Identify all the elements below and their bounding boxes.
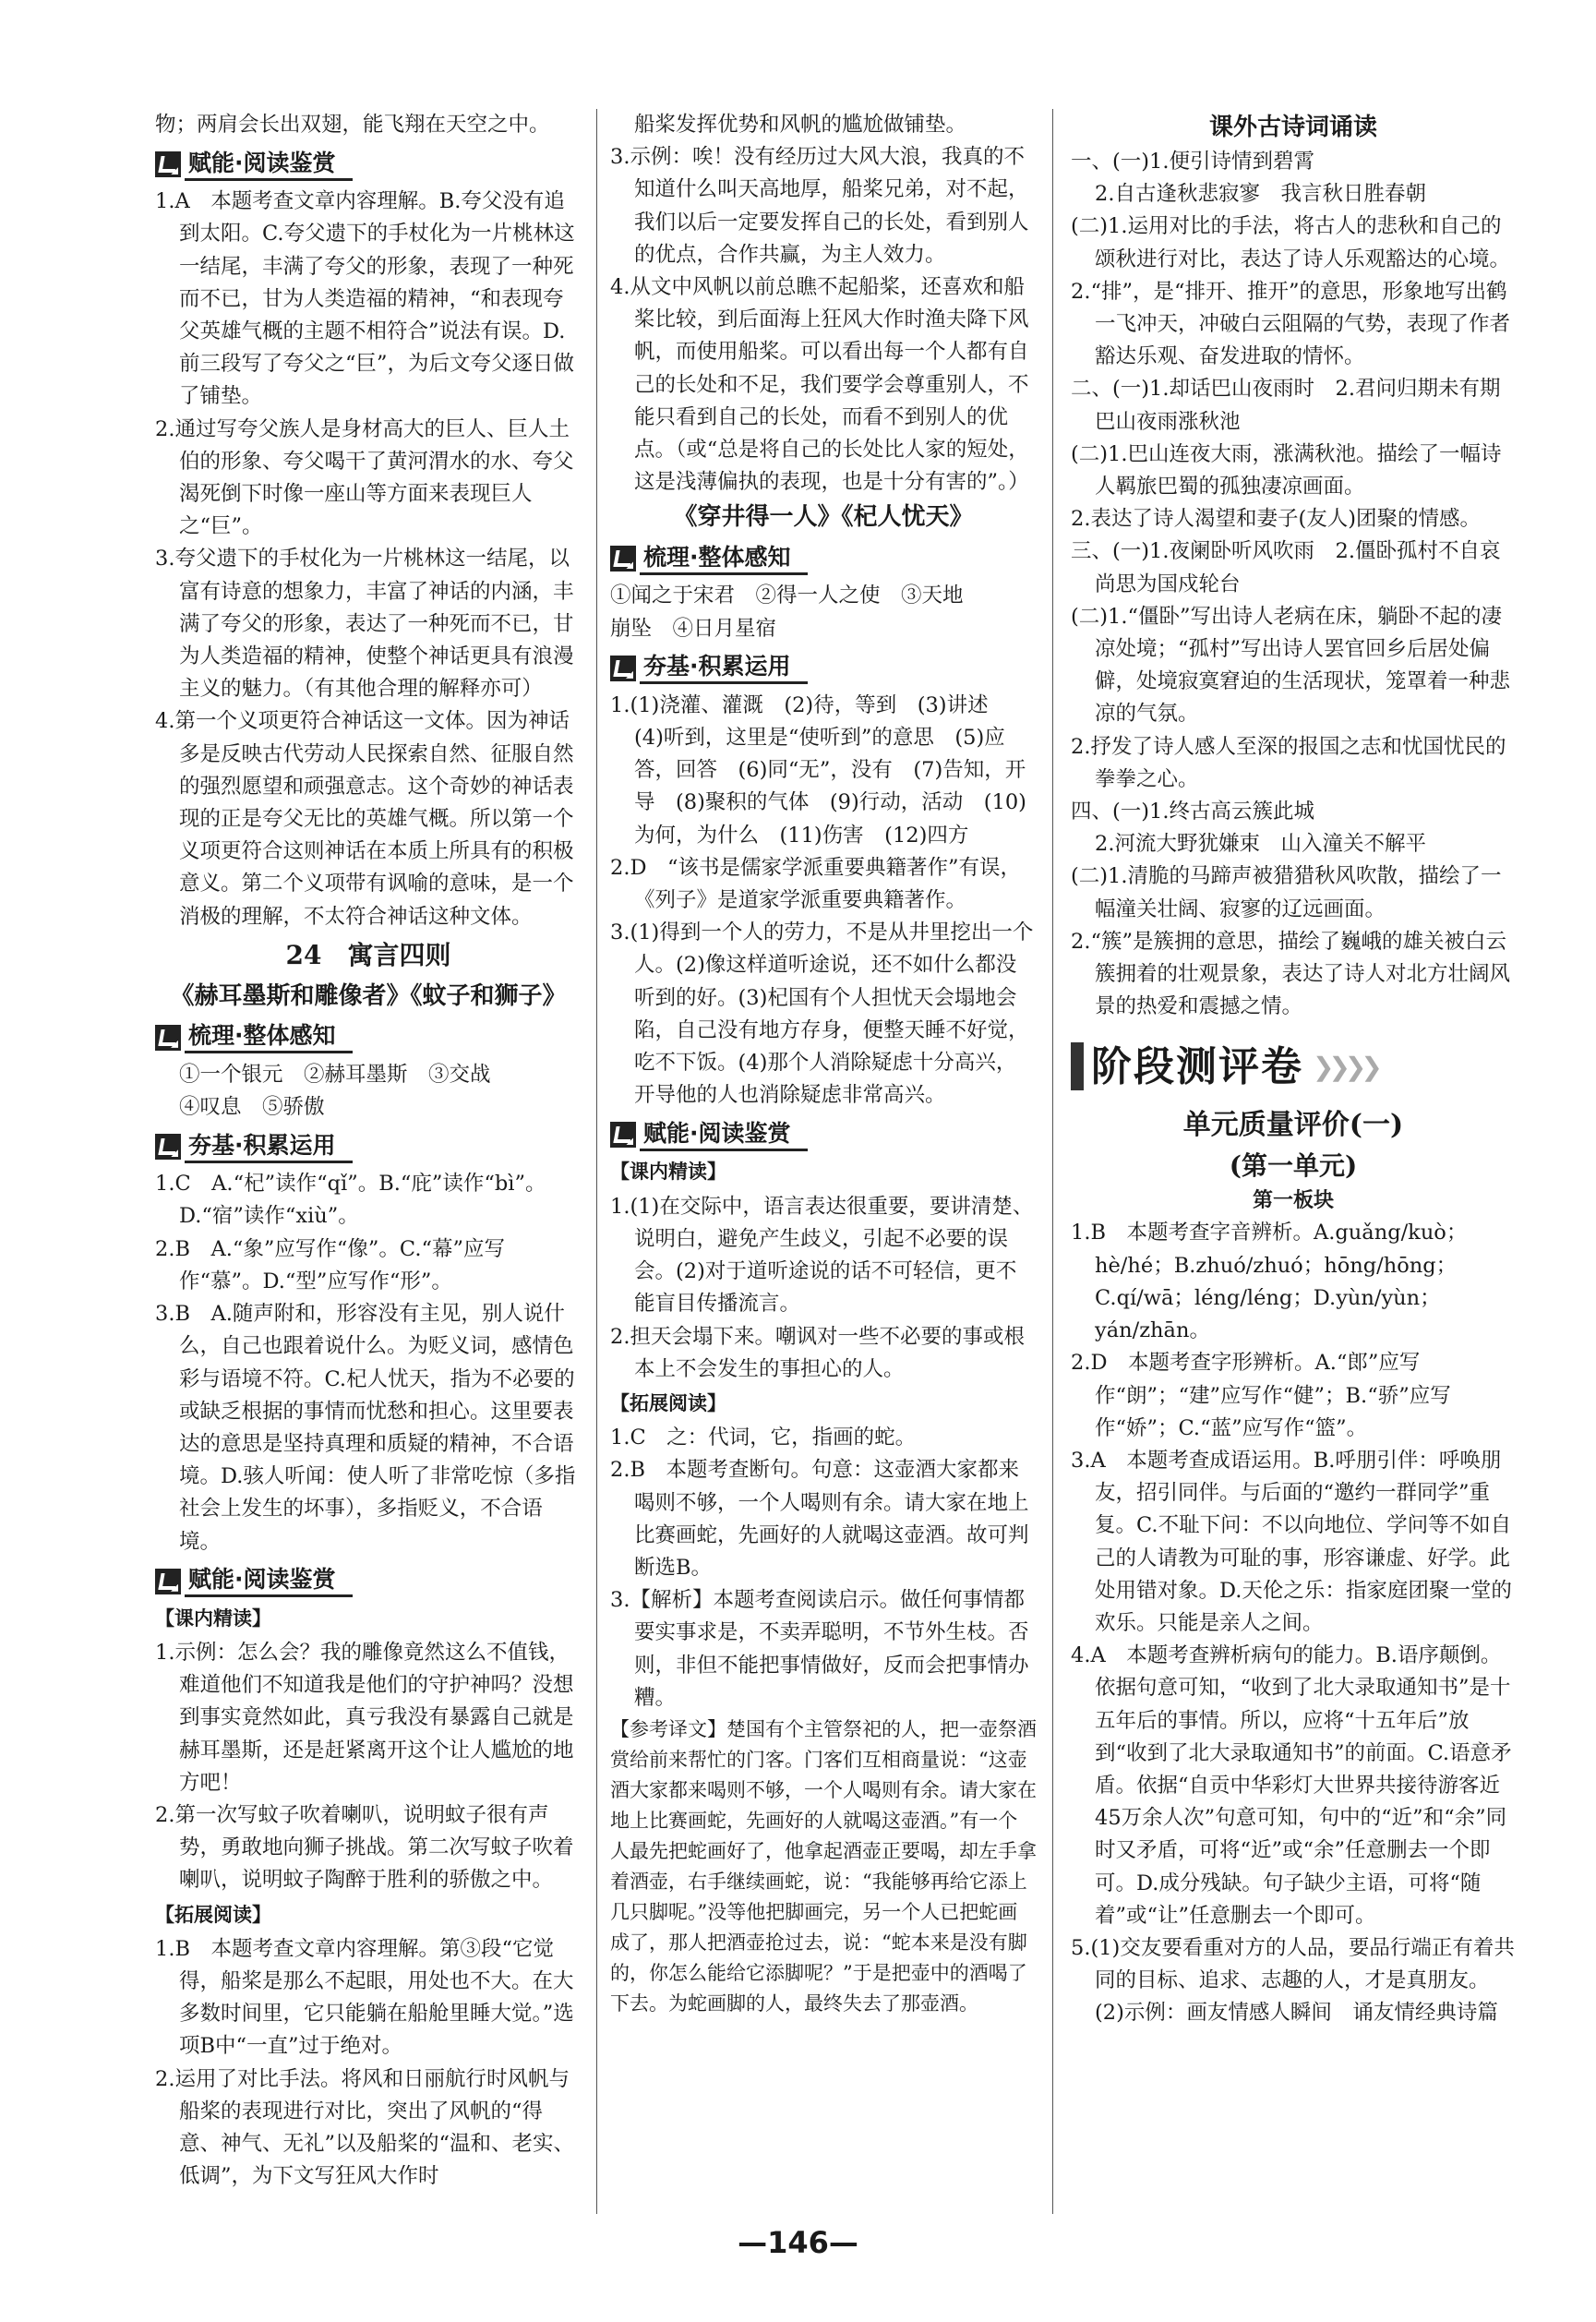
- answer-item: 1.(1)在交际中，语言表达很重要，要讲清楚、说明白，避免产生歧义，引起不必要的误会。(2)对于道听途说的话不可轻信，更不能盲目传播流言。: [610, 1194, 1034, 1317]
- unit-subtitle: (第一单元): [1229, 1150, 1358, 1182]
- stage-test-banner: 阶段测评卷 ❯❯❯❯: [1071, 1038, 1516, 1095]
- section-icon: [610, 546, 636, 571]
- answer-item: 3.A 本题考查成语运用。B.呼朋引伴：呼唤朋友，招引同伴。与后面的“邀约一群同学”重复。C.不耻下问：不以向地位、学问等不如自己的人请教为可耻的事，形容谦虚、好学。此处用错对象。D.天伦之乐：指家庭团聚一堂的欢乐。只能是亲人之间。: [1071, 1448, 1512, 1635]
- sub-label: 【课内精读】: [610, 1161, 726, 1184]
- column-left: [155, 109, 582, 2193]
- answer-item: 1.C A.“杞”读作“qǐ”。B.“庇”读作“bì”。D.“宿”读作“xiù”。: [155, 1172, 546, 1229]
- answer-item: 3.B A.随声附和，形容没有主见，别人说什么，自己也跟着说什么。为贬义词，感情色彩与语境不符。C.杞人忧天，指为不必要的或缺乏根据的事情而忧愁和担心。这里要表达的意思是坚持真理和质疑的精神，不合语境。D.骇人听闻：使人听了非常吃惊（多指社会上发生的坏事），多指贬义，不合语境。: [155, 1302, 576, 1554]
- section-title: 课外古诗词诵读: [1208, 114, 1377, 141]
- answer-item: (2)示例：画友情感人瞬间 诵友情经典诗篇: [1095, 2001, 1498, 2026]
- answer-item: 1.A 本题考查文章内容理解。B.夸父没有追到太阳。C.夸父遗下的手杖化为一片桃林这一结尾，丰满了夸父的形象，表现了一种死而不已，甘为人类造福的精神，“和表现夸父英雄气概的主题不相符合”说法有误。D.前三段写了夸父之“巨”，为后文夸父逐日做了铺垫。: [155, 189, 575, 409]
- section-icon: [155, 151, 181, 177]
- section-icon: [155, 1134, 181, 1160]
- column-right: [1071, 109, 1522, 2030]
- section-icon: [155, 1025, 181, 1051]
- section-header: 夯基·积累运用: [610, 653, 1037, 684]
- answer-item: 2.D 本题考查字形辨析。A.“郎”应写作“朗”；“建”应写作“健”；B.“骄”应写作“娇”；C.“蓝”应写作“篮”。: [1071, 1351, 1451, 1440]
- answer-item: 2.“排”，是“排开、推开”的意思，形象地写出鹤一飞冲天，冲破白云阻隔的气势，表现了作者豁达乐观、奋发进取的情怀。: [1071, 279, 1511, 369]
- text-line: 2.河流大野犹嫌束 山入潼关不解平: [1095, 832, 1426, 857]
- answer-item: 2.B 本题考查断句。句意：这壶酒大家都来喝则不够，一个人喝则有余。请大家在地上比赛画蛇，先画好的人就喝这壶酒。故可判断选B。: [610, 1458, 1029, 1580]
- answer-item: 2.运用了对比手法。将风和日丽航行时风帆与船桨的表现进行对比，突出了风帆的“得意、神气、无礼”以及船桨的“温和、老实、低调”，为下文写狂风大作时: [155, 2066, 575, 2189]
- lesson-title: 《赫耳墨斯和雕像者》《蚊子和狮子》: [170, 981, 567, 1010]
- answer-item: 2.抒发了诗人感人至深的报国之志和忧国忧民的拳拳之心。: [1071, 734, 1506, 791]
- column-divider-2: [1052, 109, 1053, 2214]
- answer-item: (二)1.巴山连夜大雨，涨满秋池。描绘了一幅诗人羁旅巴蜀的孤独凄凉画面。: [1071, 441, 1502, 499]
- text-line: 船桨发挥优势和风帆的尴尬做铺垫。: [634, 113, 967, 137]
- answer-item: 3.夸父遗下的手杖化为一片桃林这一结尾，以富有诗意的想象力，丰富了神话的内涵，丰满了夸父的形象，表达了一种死而不已，甘为人类造福的精神，使整个神话更具有浪漫主义的魅力。（有其他合理的解释亦可）: [155, 547, 574, 702]
- section-header: 赋能·阅读鉴赏: [155, 1566, 582, 1597]
- section-header: 梳理·整体感知: [155, 1022, 582, 1053]
- answer-item: 4.第一个义项更符合神话这一文体。因为神话多是反映古代劳动人民探索自然、征服自然的强烈愿望和顽强意志。这个奇妙的神话表现的正是夸父无比的英雄气概。所以第一个义项更符合这则神话在本质上所具有的积极意义。第二个义项带有讽喻的意味，是一个消极的理解，不太符合神话这种文体。: [155, 709, 574, 929]
- text-line: 物；两肩会长出双翅，能飞翔在天空之中。: [155, 113, 550, 137]
- answer-item: 3.(1)得到一个人的劳力，不是从井里挖出一个人。(2)像这样道听途说，还不如什么都没听到的好。(3)杞国有个人担忧天会塌地会陷，自己没有地方存身，便整天睡不好觉，吃不下饭。(4)那个人消除疑虑十分高兴，开导他的人也消除疑虑非常高兴。: [610, 920, 1034, 1108]
- answer-item: 5.(1)交友要看重对方的人品，要品行端正有着共同的目标、追求、志趣的人，才是真朋友。: [1071, 1935, 1515, 1993]
- text-line: ④叹息 ⑤骄傲: [179, 1095, 325, 1120]
- answer-item: 2.“簇”是簇拥的意思，描绘了巍峨的雄关被白云簇拥着的壮观景象，表达了诗人对北方壮阔风景的热爱和震撼之情。: [1071, 929, 1511, 1019]
- text-line: 崩坠 ④日月星宿: [610, 616, 777, 641]
- unit-title: 单元质量评价(一): [1182, 1109, 1404, 1142]
- reference-translation: 【参考译文】楚国有个主管祭祀的人，把一壶祭酒赏给前来帮忙的门客。门客们互相商量说：“这壶酒大家都来喝则不够，一个人喝则有余。请大家在地上比赛画蛇，先画好的人就喝这壶酒。”有一个人最先把蛇画好了，他拿起酒壶正要喝，却左手拿着酒壶，右手继续画蛇，说：“我能够再给它添上几只脚呢。”没等他把脚画完，另一个人已把蛇画成了，那人把酒壶抢过去，说：“蛇本来是没有脚的，你怎么能给它添脚呢？”于是把壶中的酒喝了下去。为蛇画脚的人，最终失去了那壶酒。: [610, 1717, 1037, 2015]
- text-line: 一、(一)1.便引诗情到碧霄: [1071, 150, 1315, 174]
- sub-label: 【课内精读】: [155, 1606, 271, 1630]
- section-icon: [155, 1569, 181, 1594]
- section-header: 夯基·积累运用: [155, 1131, 582, 1162]
- answer-item: 3.【解析】本题考查阅读启示。做任何事情都要实事求是，不卖弄聪明，不节外生枝。否则，非但不能把事情做好，反而会把事情办糟。: [610, 1588, 1029, 1710]
- section-header: 赋能·阅读鉴赏: [610, 1119, 1037, 1150]
- answer-item: (二)1.运用对比的手法，将古人的悲秋和自己的颂秋进行对比，表达了诗人乐观豁达的心境。: [1071, 214, 1511, 271]
- text-line: ①闻之于宋君 ②得一人之使 ③天地: [610, 584, 964, 608]
- column-divider-1: [596, 109, 597, 2214]
- answer-item: 1.B 本题考查文章内容理解。第③段“它觉得，船桨是那么不起眼，用处也不大。在大多数时间里，它只能躺在船舱里睡大觉。”选项B中“一直”过于绝对。: [155, 1936, 574, 2059]
- answer-item: (二)1.清脆的马蹄声被猎猎秋风吹散，描绘了一幅潼关壮阔、寂寥的辽远画面。: [1071, 864, 1502, 921]
- answer-item: 4.A 本题考查辨析病句的能力。B.语序颠倒。依据句意可知，“收到了北大录取通知书”是十五年后的事情。所以，应将“十五年后”放到“收到了北大录取通知书”的前面。C.语意矛盾。依据“自贡中华彩灯大世界共接待游客近45万余人次”句意可知，句中的“近”和“余”同时又矛盾，可将“近”或“余”任意删去一个即可。D.成分残缺。句子缺少主语，可将“随着”或“让”任意删去一个即可。: [1071, 1643, 1512, 1928]
- chevrons-icon: ❯❯❯❯: [1313, 1051, 1377, 1082]
- text-line: 四、(一)1.终古高云簇此城: [1071, 800, 1315, 824]
- block-label: 第一板块: [1252, 1189, 1334, 1213]
- section-icon: [610, 1122, 636, 1148]
- answer-item: 2.B A.“象”应写作“像”。C.“幕”应写作“慕”。D.“型”应写作“形”。: [155, 1236, 505, 1293]
- section-header: 赋能·阅读鉴赏: [155, 149, 582, 180]
- sub-label: 【拓展阅读】: [155, 1903, 271, 1926]
- answer-item: 3.示例：唉！没有经历过大风大浪，我真的不知道什么叫天高地厚，船桨兄弟，对不起，我们以后一定要发挥自己的长处，看到别人的优点，合作共赢，为主人效力。: [610, 145, 1029, 267]
- lesson-title: 《穿井得一人》《杞人忧天》: [673, 503, 974, 532]
- answer-item: 2.第一次写蚊子吹着喇叭，说明蚊子很有声势，勇敢地向狮子挑战。第二次写蚊子吹着喇叭，说明蚊子陶醉于胜利的骄傲之中。: [155, 1802, 574, 1893]
- text-line: ①一个银元 ②赫耳墨斯 ③交战: [179, 1062, 491, 1087]
- answer-item: 2.表达了诗人渴望和妻子(友人)团聚的情感。: [1071, 507, 1482, 532]
- answer-item: 1.B 本题考查字音辨析。A.guǎng/kuò；hè/hé；B.zhuó/zhuó；hōng/hōng；C.qí/wā；léng/léng；D.yùn/yùn；yán/zhān。: [1071, 1221, 1468, 1343]
- answer-item: 2.通过写夸父族人是身材高大的巨人、巨人土伯的形象、夸父喝干了黄河渭水的水、夸父渴死倒下时像一座山等方面来表现巨人之“巨”。: [155, 416, 574, 539]
- answer-item: 三、(一)1.夜阑卧听风吹雨 2.僵卧孤村不自哀 尚思为国戍轮台: [1071, 539, 1522, 596]
- column-middle: [610, 109, 1037, 2019]
- answer-item: 4.从文中风帆以前总瞧不起船桨，还喜欢和船桨比较，到后面海上狂风大作时渔夫降下风帆，而使用船桨。可以看出每一个人都有自己的长处和不足，我们要学会尊重别人，不能只看到自己的长处，而看不到别人的优点。（或“总是将自己的长处比人家的短处，这是浅薄偏执的表现，也是十分有害的”。）: [610, 275, 1029, 495]
- text-line: 2.自古逢秋悲寂寥 我言秋日胜春朝: [1095, 182, 1426, 207]
- answer-item: 二、(一)1.却话巴山夜雨时 2.君问归期未有期 巴山夜雨涨秋池: [1071, 377, 1522, 434]
- answer-item: (二)1.“僵卧”写出诗人老病在床，躺卧不起的凄凉处境；“孤村”写出诗人罢官回乡后居处偏僻，处境寂寞窘迫的生活现状，笼罩着一种悲凉的气氛。: [1071, 604, 1511, 727]
- section-header: 梳理·整体感知: [610, 543, 1037, 574]
- answer-item: 1.(1)浇灌、灌溉 (2)待，等到 (3)讲述 (4)听到，这里是“使听到”的意思 (5)应答，回答 (6)同“无”，没有 (7)告知，开导 (8)聚积的气体 (9)行动，活动 (10)为何，为什么 (11)伤害 (12)四方: [610, 692, 1026, 848]
- answer-item: 1.C 之：代词，它，指画的蛇。: [610, 1426, 917, 1450]
- page-number: —146—: [738, 2225, 858, 2260]
- answer-item: 2.D “该书是儒家学派重要典籍著作”有误，《列子》是道家学派重要典籍著作。: [610, 855, 1022, 913]
- banner-bar: [1071, 1042, 1084, 1090]
- section-icon: [610, 656, 636, 681]
- chapter-title: 24 寓言四则: [285, 939, 451, 970]
- sub-label: 【拓展阅读】: [610, 1391, 726, 1414]
- answer-item: 1.示例：怎么会？我的雕像竟然这么不值钱，难道他们不知道我是他们的守护神吗？没想到事实竟然如此，真亏我没有暴露自己就是赫耳墨斯，还是赶紧离开这个让人尴尬的地方吧！: [155, 1640, 574, 1795]
- answer-item: 2.担天会塌下来。嘲讽对一些不必要的事或根本上不会发生的事担心的人。: [610, 1324, 1025, 1381]
